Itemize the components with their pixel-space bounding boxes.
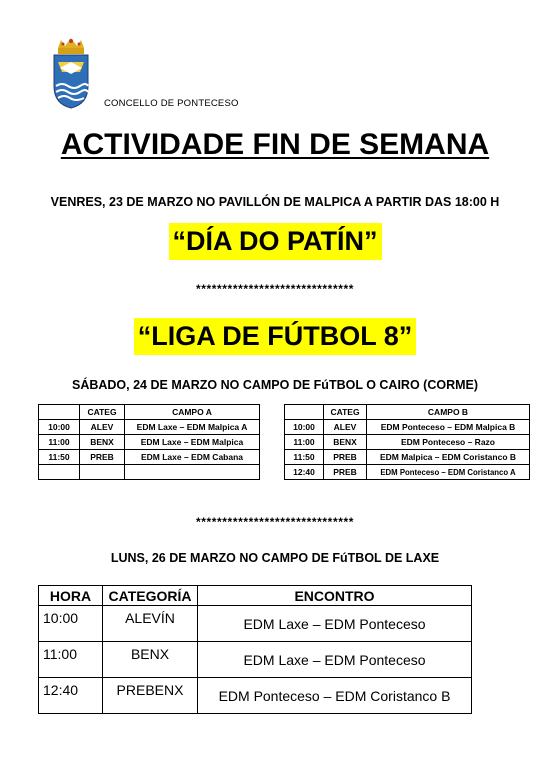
monday-event-info: LUNS, 26 DE MARZO NO CAMPO DE FúTBOL DE LAXE [110, 551, 440, 565]
table-row [285, 450, 530, 465]
match-cell: EDM Ponteceso – EDM Coristanco B [198, 678, 472, 714]
separator-stars: ****************************** [195, 515, 355, 529]
category-cell: PREBENX [103, 678, 198, 714]
match-cell: EDM Ponteceso – Razo [367, 435, 530, 450]
saturday-table-campo-a [38, 404, 260, 480]
category-cell: PREB [324, 465, 367, 480]
time-cell: 10:00 [39, 606, 103, 642]
time-cell: 11:50 [39, 450, 80, 465]
table-header-cell: CATEGORÍA [103, 586, 198, 606]
friday-event-banner [0, 223, 550, 260]
organization-name: CONCELLO DE PONTECESO [104, 98, 239, 109]
time-cell: 11:00 [39, 642, 103, 678]
table-row [285, 420, 530, 435]
friday-event-title: “DÍA DO PATÍN” [169, 223, 382, 260]
table-row [39, 450, 260, 465]
category-cell: ALEV [80, 420, 125, 435]
time-cell: 12:40 [285, 465, 324, 480]
table-header-row [39, 586, 472, 606]
saturday-table-campo-b [284, 404, 530, 480]
time-cell: 12:40 [39, 678, 103, 714]
category-cell: ALEVÍN [103, 606, 198, 642]
category-cell [80, 465, 125, 480]
table-row [39, 606, 472, 642]
table-header-row [39, 405, 260, 420]
league-title: “LIGA DE FÚTBOL 8” [134, 318, 417, 355]
match-cell: EDM Laxe – EDM Malpica A [125, 420, 260, 435]
match-cell: EDM Malpica – EDM Coristanco B [367, 450, 530, 465]
match-cell: EDM Laxe – EDM Cabana [125, 450, 260, 465]
table-row [285, 435, 530, 450]
time-cell: 11:00 [39, 435, 80, 450]
monday-schedule-table [38, 585, 472, 714]
table-row [39, 678, 472, 714]
table-header-row [285, 405, 530, 420]
table-row [39, 435, 260, 450]
category-cell: BENX [324, 435, 367, 450]
table-header-cell: ENCONTRO [198, 586, 472, 606]
table-header-cell [39, 405, 80, 420]
friday-event-info: VENRES, 23 DE MARZO NO PAVILLÓN DE MALPICA A PARTIR DAS 18:00 H [50, 195, 500, 209]
match-cell: EDM Laxe – EDM Ponteceso [198, 606, 472, 642]
separator-stars: ****************************** [195, 282, 355, 296]
time-cell: 10:00 [39, 420, 80, 435]
table-header-cell: CAMPO B [367, 405, 530, 420]
time-cell: 11:00 [285, 435, 324, 450]
category-cell: PREB [80, 450, 125, 465]
table-header-cell: CATEG [80, 405, 125, 420]
saturday-event-info: SÁBADO, 24 DE MARZO NO CAMPO DE FúTBOL O CAIRO (CORME) [71, 378, 479, 392]
table-header-cell: CAMPO A [125, 405, 260, 420]
table-row [39, 465, 260, 480]
match-cell: EDM Ponteceso – EDM Malpica B [367, 420, 530, 435]
time-cell: 11:50 [285, 450, 324, 465]
table-row [285, 465, 530, 480]
category-cell: ALEV [324, 420, 367, 435]
table-row [39, 420, 260, 435]
category-cell: PREB [324, 450, 367, 465]
time-cell: 10:00 [285, 420, 324, 435]
table-header-cell [285, 405, 324, 420]
table-row [39, 642, 472, 678]
page-title: ACTIVIDADE FIN DE SEMANA [60, 128, 490, 161]
match-cell: EDM Ponteceso – EDM Coristanco A [367, 465, 530, 480]
category-cell: BENX [80, 435, 125, 450]
match-cell: EDM Laxe – EDM Malpica [125, 435, 260, 450]
league-banner [0, 318, 550, 355]
match-cell [125, 465, 260, 480]
table-header-cell: CATEG [324, 405, 367, 420]
time-cell [39, 465, 80, 480]
table-header-cell: HORA [39, 586, 103, 606]
category-cell: BENX [103, 642, 198, 678]
coat-of-arms-logo [50, 38, 92, 110]
match-cell: EDM Laxe – EDM Ponteceso [198, 642, 472, 678]
